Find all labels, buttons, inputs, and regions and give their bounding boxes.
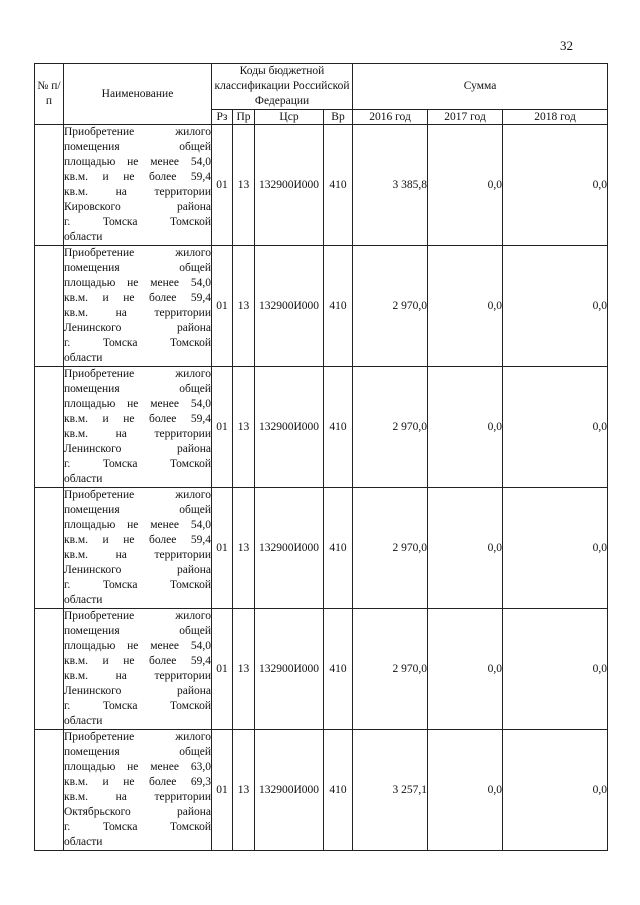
name-line: Ленинского района	[64, 443, 211, 455]
name-line: г. Томска Томской	[64, 579, 211, 591]
cell-2016: 2 970,0	[353, 488, 428, 609]
header-name: Наименование	[64, 64, 212, 125]
cell-num	[35, 125, 64, 246]
name-line: Октябрьского района	[64, 806, 211, 818]
name-line: кв.м. на территории	[64, 186, 211, 198]
header-num: № п/п	[35, 64, 64, 125]
name-line: помещения общей	[64, 141, 211, 153]
name-line: помещения общей	[64, 504, 211, 516]
cell-2016: 2 970,0	[353, 246, 428, 367]
name-line: площадью не менее 63,0	[64, 761, 211, 773]
budget-table	[34, 63, 608, 851]
cell-pr: 13	[233, 125, 255, 246]
cell-2018: 0,0	[503, 730, 608, 851]
name-line: помещения общей	[64, 262, 211, 274]
table-body	[35, 125, 608, 851]
cell-pr: 13	[233, 488, 255, 609]
name-line: Кировского района	[64, 201, 211, 213]
cell-2017: 0,0	[428, 125, 503, 246]
name-line: области	[64, 231, 103, 243]
name-line: г. Томска Томской	[64, 216, 211, 228]
cell-num	[35, 367, 64, 488]
cell-csr: 132900И000	[255, 609, 324, 730]
cell-name	[64, 488, 212, 609]
name-line: Приобретение жилого	[64, 368, 211, 380]
table-row	[35, 730, 608, 851]
cell-num	[35, 488, 64, 609]
table-row	[35, 609, 608, 730]
cell-rz: 01	[212, 246, 233, 367]
cell-2017: 0,0	[428, 730, 503, 851]
cell-name	[64, 246, 212, 367]
name-line: кв.м. на территории	[64, 791, 211, 803]
cell-2017: 0,0	[428, 367, 503, 488]
name-line: области	[64, 836, 103, 848]
name-line: области	[64, 715, 103, 727]
cell-name	[64, 609, 212, 730]
cell-vr: 410	[324, 125, 353, 246]
cell-csr: 132900И000	[255, 367, 324, 488]
cell-num	[35, 246, 64, 367]
cell-2018: 0,0	[503, 246, 608, 367]
header-pr: Пр	[233, 110, 255, 125]
name-line: площадью не менее 54,0	[64, 156, 211, 168]
cell-name	[64, 367, 212, 488]
name-line: кв.м. на территории	[64, 428, 211, 440]
name-line: Приобретение жилого	[64, 126, 211, 138]
cell-rz: 01	[212, 125, 233, 246]
header-sum: Сумма	[353, 64, 608, 110]
cell-pr: 13	[233, 609, 255, 730]
cell-vr: 410	[324, 609, 353, 730]
name-line: Приобретение жилого	[64, 489, 211, 501]
name-line: площадью не менее 54,0	[64, 640, 211, 652]
cell-csr: 132900И000	[255, 246, 324, 367]
cell-pr: 13	[233, 367, 255, 488]
cell-pr: 13	[233, 246, 255, 367]
name-line: кв.м. и не более 59,4	[64, 171, 211, 183]
name-line: Приобретение жилого	[64, 247, 211, 259]
cell-csr: 132900И000	[255, 488, 324, 609]
name-line: г. Томска Томской	[64, 700, 211, 712]
table-row	[35, 246, 608, 367]
name-line: кв.м. на территории	[64, 307, 211, 319]
cell-name	[64, 125, 212, 246]
cell-csr: 132900И000	[255, 730, 324, 851]
cell-2017: 0,0	[428, 246, 503, 367]
cell-csr: 132900И000	[255, 125, 324, 246]
header-2017: 2017 год	[428, 110, 503, 125]
page-number: 32	[560, 38, 573, 53]
name-line: г. Томска Томской	[64, 821, 211, 833]
name-line: г. Томска Томской	[64, 458, 211, 470]
header-rz: Рз	[212, 110, 233, 125]
name-line: области	[64, 352, 103, 364]
cell-2016: 2 970,0	[353, 609, 428, 730]
name-line: Приобретение жилого	[64, 731, 211, 743]
name-line: площадью не менее 54,0	[64, 519, 211, 531]
header-vr: Вр	[324, 110, 353, 125]
name-line: области	[64, 594, 103, 606]
cell-num	[35, 609, 64, 730]
name-line: площадью не менее 54,0	[64, 277, 211, 289]
cell-2017: 0,0	[428, 609, 503, 730]
name-line: Ленинского района	[64, 685, 211, 697]
cell-2018: 0,0	[503, 125, 608, 246]
cell-name	[64, 730, 212, 851]
name-line: Ленинского района	[64, 564, 211, 576]
name-line: Ленинского района	[64, 322, 211, 334]
cell-vr: 410	[324, 246, 353, 367]
table-row	[35, 125, 608, 246]
name-line: кв.м. и не более 69,3	[64, 776, 211, 788]
name-line: кв.м. и не более 59,4	[64, 534, 211, 546]
cell-rz: 01	[212, 609, 233, 730]
cell-rz: 01	[212, 488, 233, 609]
cell-2018: 0,0	[503, 488, 608, 609]
cell-2018: 0,0	[503, 609, 608, 730]
cell-2016: 3 257,1	[353, 730, 428, 851]
name-line: помещения общей	[64, 625, 211, 637]
header-csr: Цср	[255, 110, 324, 125]
name-line: кв.м. на территории	[64, 670, 211, 682]
cell-2016: 3 385,8	[353, 125, 428, 246]
header-codes: Коды бюджетной классификации Российской Федерации	[212, 64, 353, 110]
cell-rz: 01	[212, 367, 233, 488]
cell-vr: 410	[324, 367, 353, 488]
name-line: площадью не менее 54,0	[64, 398, 211, 410]
table-row	[35, 367, 608, 488]
name-line: кв.м. и не более 59,4	[64, 655, 211, 667]
header-2018: 2018 год	[503, 110, 608, 125]
header-2016: 2016 год	[353, 110, 428, 125]
cell-rz: 01	[212, 730, 233, 851]
cell-pr: 13	[233, 730, 255, 851]
name-line: Приобретение жилого	[64, 610, 211, 622]
cell-2016: 2 970,0	[353, 367, 428, 488]
cell-vr: 410	[324, 488, 353, 609]
cell-2018: 0,0	[503, 367, 608, 488]
name-line: помещения общей	[64, 383, 211, 395]
cell-vr: 410	[324, 730, 353, 851]
cell-num	[35, 730, 64, 851]
cell-2017: 0,0	[428, 488, 503, 609]
name-line: кв.м. на территории	[64, 549, 211, 561]
table-row	[35, 488, 608, 609]
name-line: помещения общей	[64, 746, 211, 758]
table-header	[35, 64, 608, 125]
name-line: области	[64, 473, 103, 485]
name-line: кв.м. и не более 59,4	[64, 413, 211, 425]
name-line: г. Томска Томской	[64, 337, 211, 349]
name-line: кв.м. и не более 59,4	[64, 292, 211, 304]
